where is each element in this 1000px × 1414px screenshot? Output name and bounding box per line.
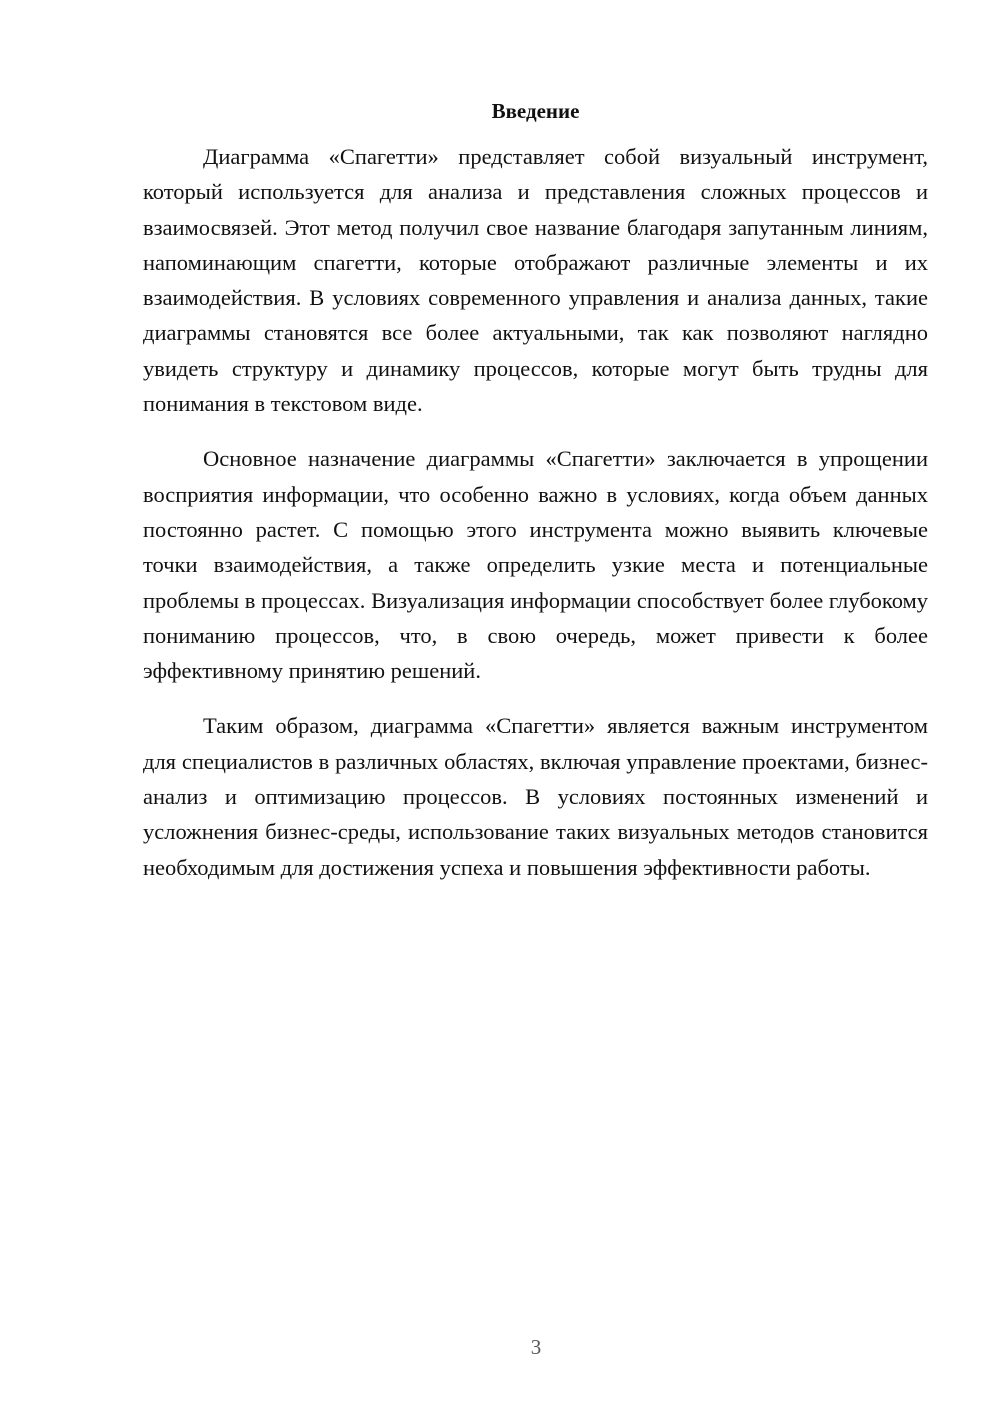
page-content <box>143 96 928 905</box>
paragraph-intro: Диаграмма «Спагетти» представляет собой визуальный инструмент, который используется для анализа и представления сложных процессов и взаимосвязей. Этот метод получил свое название благодаря запутанным линиям, напоминающим спагетти, которые отображают различные элементы и их взаимодействия. В условиях современного управления и анализа данных, такие диаграммы становятся все более актуальными, так как позволяют наглядно увидеть структуру и динамику процессов, которые могут быть трудны для понимания в текстовом виде. <box>143 144 928 417</box>
section-heading: Введение <box>491 99 580 123</box>
paragraph-purpose: Основное назначение диаграммы «Спагетти» заключается в упрощении восприятия информации, что особенно важно в условиях, когда объем данных постоянно растет. С помощью этого инструмента можно выявить ключевые точки взаимодействия, а также определить узкие места и потенциальные проблемы в процессах. Визуализация информации способствует более глубокому пониманию процессов, что, в свою очередь, может привести к более эффективному принятию решений. <box>143 446 928 684</box>
paragraph-conclusion: Таким образом, диаграмма «Спагетти» является важным инструментом для специалистов в различных областях, включая управление проектами, бизнес-анализ и оптимизацию процессов. В условиях постоянных изменений и усложнения бизнес-среды, использование таких визуальных методов становится необходимым для достижения успеха и повышения эффективности работы. <box>143 713 928 880</box>
page-number: 3 <box>530 1335 542 1359</box>
